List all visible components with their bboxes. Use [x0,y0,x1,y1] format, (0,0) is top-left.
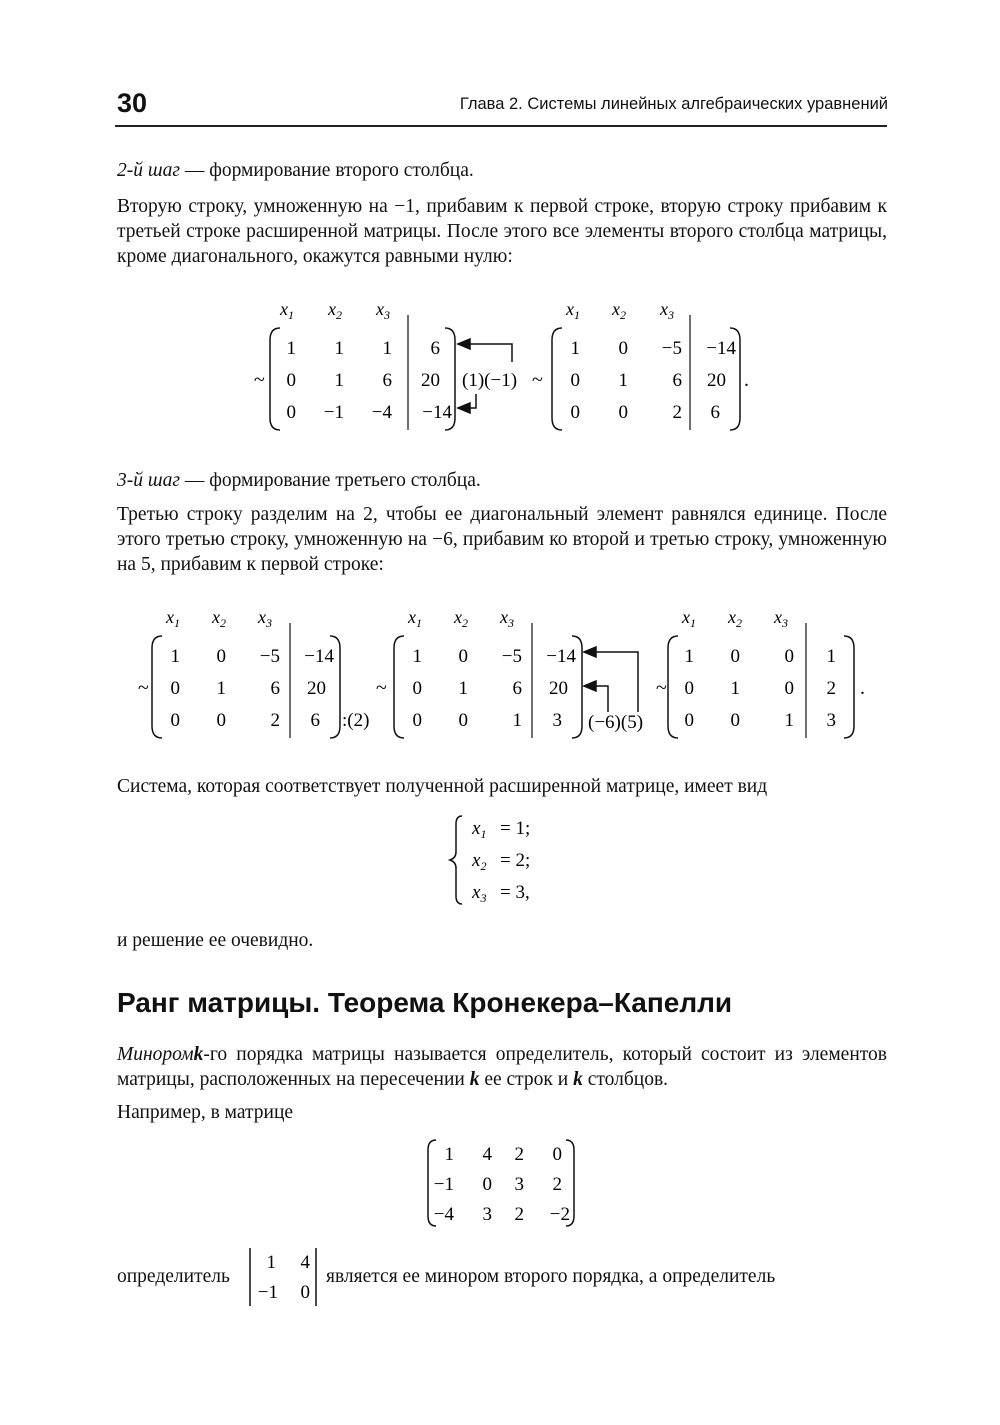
cell: 0 [458,646,468,667]
k-var: k [573,1069,583,1090]
cell: 1 [618,370,628,391]
cell: 6 [310,710,320,731]
cell: 4 [482,1144,492,1165]
matrices-step3 [128,596,878,746]
left-paren [552,328,562,430]
cell: 1 [784,710,794,731]
var-x1: $x_1$ [280,299,294,322]
determinant-2x2 [246,1246,322,1308]
step2-text: Вторую строку, умноженную на −1, прибавим к первой строке, вторую строку прибавим к третьей строке расширенной матрицы. После этого все элементы второго столбца матрицы, кроме диагонального, окажутся равными нулю: [117,196,887,267]
step3-heading [117,468,887,493]
cell: 1 [266,1252,276,1273]
step2-title: — формирование второго столбца. [179,160,474,181]
k-var: k [193,1044,204,1065]
def-text: -го порядка матрицы называется определитель, который состоит из элементов матрицы, расположенных на пересечении [117,1044,887,1090]
left-paren [270,328,280,430]
step3-label: 3-й шаг [117,470,180,491]
cell: 0 [170,678,180,699]
page-number: 30 [117,88,148,118]
cell: 1 [286,338,296,359]
var-x2: $x_2$ [328,299,342,322]
tilde: ~ [376,677,387,699]
var-x3: $x_3$ [774,607,788,630]
cell: 1 [412,646,422,667]
cell: 2 [672,402,682,423]
var-x3: $x_3$ [258,607,272,630]
cell: 0 [216,646,226,667]
cell: 1 [684,646,694,667]
cell: 1 [170,646,180,667]
cell: 0 [684,710,694,731]
cell: 0 [300,1282,310,1303]
example-intro: Например, в матрице [117,1102,294,1123]
cell: 3 [514,1174,524,1195]
cell: 0 [286,370,296,391]
var-x1: $x_1$ [166,607,180,630]
cell: −14 [422,402,452,423]
cell: 1 [334,338,344,359]
var-x3: $x_3$ [376,299,390,322]
det-before: определитель [117,1266,230,1287]
cell: 1 [444,1144,454,1165]
cell: 0 [684,678,694,699]
var-x3: $x_3$ [500,607,514,630]
cell: −1 [433,1174,454,1195]
cell: 20 [549,678,568,699]
cell: −1 [257,1282,278,1303]
cell: −5 [501,646,522,667]
cell: 0 [412,710,422,731]
cell: 0 [286,402,296,423]
cell: −5 [661,338,682,359]
cell: 3 [482,1204,492,1225]
matrix-3 [656,607,865,738]
def-text: ее строк и [479,1069,574,1090]
solution-text: и решение ее очевидно. [117,930,314,951]
cell: −2 [549,1204,570,1225]
eq-rhs: = 1; [500,818,531,839]
row-op-label: (1)(−1) [462,370,518,391]
cell: 4 [300,1252,310,1273]
cell: 2 [514,1144,524,1165]
cell: 2 [514,1204,524,1225]
matrix-2 [376,607,582,738]
cell: 1 [826,646,836,667]
def-text: столбцов. [582,1069,669,1090]
tilde: ~ [254,369,265,391]
eq-rhs: = 2; [500,850,531,871]
det-after: является ее минором второго порядка, а определитель [326,1266,776,1287]
var-x3: $x_3$ [660,299,674,322]
cell: 0 [412,678,422,699]
linear-system [448,812,568,908]
cell: 6 [710,402,720,423]
system-intro: Система, которая соответствует полученной расширенной матрице, имеет вид [117,776,768,797]
cell: 2 [552,1174,562,1195]
cell: 2 [270,710,280,731]
system-brace [450,816,462,904]
term-minor: Минором [117,1044,194,1065]
row-op-arrows [584,647,638,712]
var-x1: $x_1$ [566,299,580,322]
var-x2: $x_2$ [612,299,626,322]
divide-op: :(2) [342,710,370,731]
step3-text: Третью строку разделим на 2, чтобы ее диагональный элемент равнялся единице. После этого третью строку, умноженную на −6, прибавим ко второй и третью строку, умноженную на 5, прибавим к первой строке: [117,504,887,575]
cell: 0 [618,402,628,423]
tilde: ~ [656,677,667,699]
cell: 3 [552,710,562,731]
step2-label: 2-й шаг [117,160,180,181]
eq-rhs: = 3, [500,882,530,903]
cell: 6 [270,678,280,699]
var-x1: $x_1$ [682,607,696,630]
row-op-label: (−6)(5) [588,712,644,733]
cell: 20 [307,678,326,699]
cell: 0 [552,1144,562,1165]
cell: 0 [784,646,794,667]
cell: 6 [512,678,522,699]
cell: −14 [706,338,736,359]
section-title: Ранг матрицы. Теорема Кронекера–Капелли [117,987,733,1018]
k-var: k [469,1069,480,1090]
var-x2: $x_2$ [454,607,468,630]
matrices-step2 [240,290,780,440]
eq-var-x3: $x_3$ [472,882,487,905]
step3-title: — формирование третьего столбца. [179,470,481,491]
cell: 0 [730,646,740,667]
minor-definition [117,1042,887,1092]
cell: 0 [784,678,794,699]
cell: 6 [382,370,392,391]
cell: 0 [730,710,740,731]
cell: −14 [546,646,576,667]
cell: 20 [707,370,726,391]
cell: 6 [430,338,440,359]
cell: −4 [371,402,392,423]
cell: 1 [334,370,344,391]
cell: 1 [382,338,392,359]
matrix-1 [138,607,369,738]
var-x2: $x_2$ [212,607,226,630]
cell: 0 [216,710,226,731]
cell: 0 [482,1174,492,1195]
cell: 1 [458,678,468,699]
cell: 1 [570,338,580,359]
eq-var-x2: $x_2$ [472,850,487,873]
cell: 3 [826,710,836,731]
cell: 1 [730,678,740,699]
step2-heading [117,158,887,183]
example-matrix [424,1136,584,1230]
chapter-title: Глава 2. Системы линейных алгебраических уравнений [459,95,888,113]
cell: 0 [618,338,628,359]
cell: −4 [433,1204,454,1225]
cell: 1 [512,710,522,731]
cell: 2 [826,678,836,699]
cell: 6 [672,370,682,391]
tilde: ~ [532,369,543,391]
header-rule [115,125,887,127]
cell: −1 [323,402,344,423]
cell: −5 [259,646,280,667]
eq-var-x1: $x_1$ [472,818,487,841]
cell: 0 [458,710,468,731]
left-matrix [254,299,455,430]
end-dot: . [860,677,865,699]
cell: 0 [170,710,180,731]
end-dot: . [744,369,749,391]
var-x1: $x_1$ [408,607,422,630]
cell: 0 [570,370,580,391]
cell: 0 [570,402,580,423]
cell: −14 [304,646,334,667]
right-matrix [552,299,749,430]
tilde: ~ [138,677,149,699]
var-x2: $x_2$ [728,607,742,630]
cell: 20 [421,370,440,391]
cell: 1 [216,678,226,699]
